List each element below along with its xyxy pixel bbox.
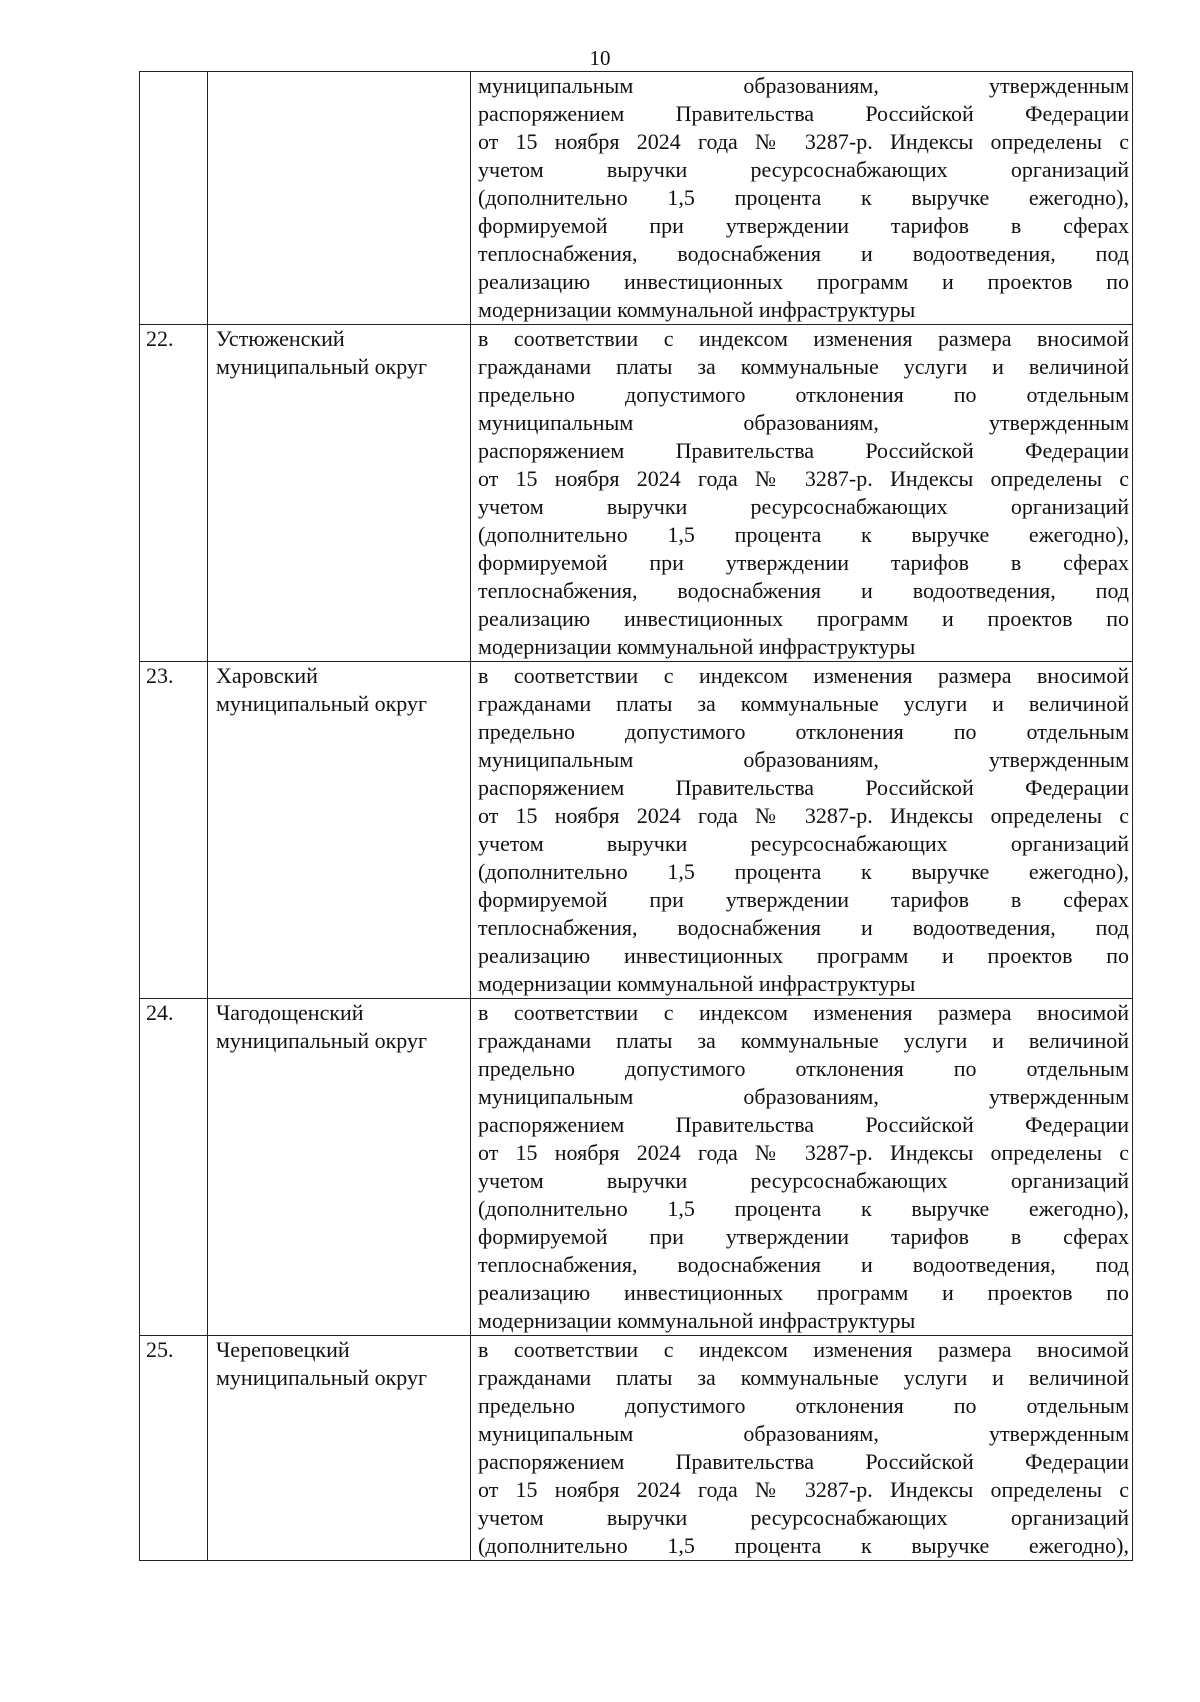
description-line: в соответствии с индексом изменения размера вносимой — [478, 326, 1129, 351]
municipality-name-cell — [208, 325, 471, 662]
description-line: распоряжением Правительства Российской Федерации — [478, 1449, 1129, 1474]
description-line: учетом выручки ресурсоснабжающих организаций — [478, 494, 1129, 519]
description-line: распоряжением Правительства Российской Федерации — [478, 1112, 1129, 1137]
table-row — [140, 662, 1133, 999]
description-line: муниципальным образованиям, утвержденным — [478, 1421, 1129, 1446]
description-line: (дополнительно 1,5 процента к выручке ежегодно), — [478, 185, 1129, 210]
municipality-name-cell — [208, 662, 471, 999]
description-line: муниципальным образованиям, утвержденным — [478, 747, 1129, 772]
document-table — [139, 71, 1133, 1561]
municipality-name-line: Устюженский — [216, 326, 345, 351]
table-row-continuation — [140, 72, 1133, 325]
description-line: от 15 ноября 2024 года № 3287-р. Индексы определены с — [478, 1477, 1129, 1502]
municipality-name-line: муниципальный округ — [216, 1365, 428, 1390]
description-cell — [471, 72, 1133, 325]
description-line: учетом выручки ресурсоснабжающих организаций — [478, 1168, 1129, 1193]
table-row — [140, 325, 1133, 662]
description-line: в соответствии с индексом изменения размера вносимой — [478, 663, 1129, 688]
description-line: распоряжением Правительства Российской Федерации — [478, 775, 1129, 800]
description-line: гражданами платы за коммунальные услуги и величиной — [478, 1028, 1129, 1053]
description-line: (дополнительно 1,5 процента к выручке ежегодно), — [478, 522, 1129, 547]
document-table-wrapper — [139, 71, 1132, 1561]
description-line: учетом выручки ресурсоснабжающих организаций — [478, 1505, 1129, 1530]
description-line: муниципальным образованиям, утвержденным — [478, 1084, 1129, 1109]
row-number: 25. — [146, 1337, 174, 1362]
row-number: 23. — [146, 663, 174, 688]
description-line: распоряжением Правительства Российской Федерации — [478, 101, 1129, 126]
municipality-name-cell — [208, 72, 471, 325]
description-line: теплоснабжения, водоснабжения и водоотведения, под — [478, 915, 1129, 940]
description-line: от 15 ноября 2024 года № 3287-р. Индексы определены с — [478, 1140, 1129, 1165]
description-line: от 15 ноября 2024 года № 3287-р. Индексы определены с — [478, 129, 1129, 154]
description-line: учетом выручки ресурсоснабжающих организаций — [478, 157, 1129, 182]
description-line: муниципальным образованиям, утвержденным — [478, 73, 1129, 98]
row-number: 24. — [146, 1000, 174, 1025]
description-line: формируемой при утверждении тарифов в сферах — [478, 1224, 1129, 1249]
row-number-cell — [140, 1336, 208, 1561]
description-line: модернизации коммунальной инфраструктуры — [478, 297, 916, 322]
table-body — [140, 72, 1133, 1561]
description-line: модернизации коммунальной инфраструктуры — [478, 634, 916, 659]
row-number-cell — [140, 662, 208, 999]
municipality-name-line: муниципальный округ — [216, 354, 428, 379]
description-line: теплоснабжения, водоснабжения и водоотведения, под — [478, 241, 1129, 266]
description-line: предельно допустимого отклонения по отдельным — [478, 1393, 1129, 1418]
description-cell — [471, 662, 1133, 999]
description-line: (дополнительно 1,5 процента к выручке ежегодно), — [478, 1533, 1129, 1558]
description-line: (дополнительно 1,5 процента к выручке ежегодно), — [478, 1196, 1129, 1221]
description-line: предельно допустимого отклонения по отдельным — [478, 382, 1129, 407]
description-line: формируемой при утверждении тарифов в сферах — [478, 550, 1129, 575]
description-line: учетом выручки ресурсоснабжающих организаций — [478, 831, 1129, 856]
description-line: гражданами платы за коммунальные услуги и величиной — [478, 354, 1129, 379]
municipality-name-line: муниципальный округ — [216, 1028, 428, 1053]
description-line: теплоснабжения, водоснабжения и водоотведения, под — [478, 578, 1129, 603]
municipality-name-cell — [208, 1336, 471, 1561]
table-row — [140, 999, 1133, 1336]
description-line: муниципальным образованиям, утвержденным — [478, 410, 1129, 435]
row-number-cell — [140, 72, 208, 325]
description-line: гражданами платы за коммунальные услуги и величиной — [478, 1365, 1129, 1390]
description-line: от 15 ноября 2024 года № 3287-р. Индексы определены с — [478, 466, 1129, 491]
municipality-name-line: Череповецкий — [216, 1337, 350, 1362]
description-line: (дополнительно 1,5 процента к выручке ежегодно), — [478, 859, 1129, 884]
description-line: формируемой при утверждении тарифов в сферах — [478, 887, 1129, 912]
description-line: теплоснабжения, водоснабжения и водоотведения, под — [478, 1252, 1129, 1277]
municipality-name-line: Харовский — [216, 663, 318, 688]
description-line: предельно допустимого отклонения по отдельным — [478, 719, 1129, 744]
row-number: 22. — [146, 326, 174, 351]
description-line: в соответствии с индексом изменения размера вносимой — [478, 1337, 1129, 1362]
description-line: распоряжением Правительства Российской Федерации — [478, 438, 1129, 463]
row-number-cell — [140, 325, 208, 662]
description-line: реализацию инвестиционных программ и проектов по — [478, 1280, 1129, 1305]
description-line: гражданами платы за коммунальные услуги и величиной — [478, 691, 1129, 716]
municipality-name-line: муниципальный округ — [216, 691, 428, 716]
description-cell — [471, 325, 1133, 662]
municipality-name-line: Чагодощенский — [216, 1000, 364, 1025]
description-line: реализацию инвестиционных программ и проектов по — [478, 943, 1129, 968]
description-line: в соответствии с индексом изменения размера вносимой — [478, 1000, 1129, 1025]
municipality-name-cell — [208, 999, 471, 1336]
description-line: модернизации коммунальной инфраструктуры — [478, 971, 916, 996]
description-line: от 15 ноября 2024 года № 3287-р. Индексы определены с — [478, 803, 1129, 828]
description-line: реализацию инвестиционных программ и проектов по — [478, 606, 1129, 631]
description-line: предельно допустимого отклонения по отдельным — [478, 1056, 1129, 1081]
description-cell — [471, 999, 1133, 1336]
description-line: реализацию инвестиционных программ и проектов по — [478, 269, 1129, 294]
table-row — [140, 1336, 1133, 1561]
description-cell — [471, 1336, 1133, 1561]
row-number-cell — [140, 999, 208, 1336]
description-line: формируемой при утверждении тарифов в сферах — [478, 213, 1129, 238]
page-number: 10 — [589, 46, 611, 70]
description-line: модернизации коммунальной инфраструктуры — [478, 1308, 916, 1333]
